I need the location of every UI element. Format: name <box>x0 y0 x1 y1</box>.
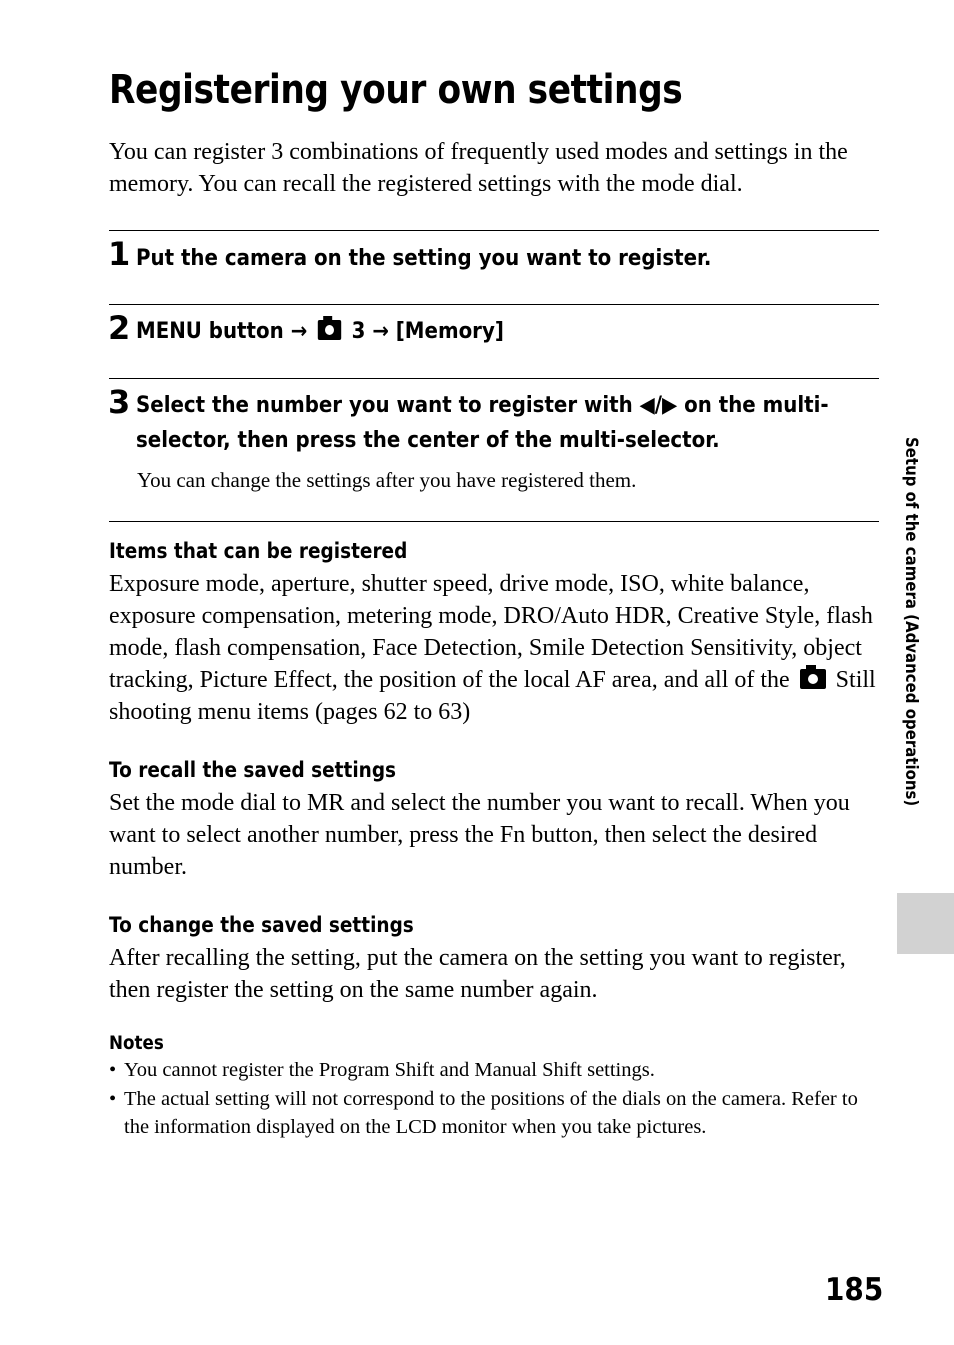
arrow-icon: → <box>372 319 389 344</box>
intro-paragraph: You can register 3 combinations of frequently used modes and settings in the memory. You can recall the registered settings with the mode dial. <box>109 139 848 197</box>
step-2-number: 2 <box>108 309 131 347</box>
note-text: The actual setting will not correspond to the positions of the dials on the camera. Refer to the information displayed on the LCD monitor when you take pictures. <box>124 1088 858 1138</box>
divider <box>109 378 879 379</box>
camera-icon <box>318 320 341 340</box>
menu-button-label: MENU button <box>136 319 284 344</box>
notes-heading: Notes <box>109 1032 164 1054</box>
note-text: You cannot register the Program Shift and Manual Shift settings. <box>124 1059 655 1081</box>
page-number: 185 <box>825 1272 884 1308</box>
menu-target: [Memory] <box>395 319 504 344</box>
divider <box>109 304 879 305</box>
section-heading-change: To change the saved settings <box>109 913 414 937</box>
camera-icon <box>800 669 826 689</box>
section-body-change: After recalling the setting, put the camera on the setting you want to register, then register the setting on the same number again. <box>109 945 846 1003</box>
menu-tab-number: 3 <box>351 319 366 344</box>
divider <box>109 521 879 522</box>
chapter-side-label <box>898 437 924 877</box>
bullet-icon: • <box>109 1088 117 1110</box>
items-text: Exposure mode, aperture, shutter speed, drive mode, ISO, white balance, exposure compensation, metering mode, DRO/Auto HDR, Creative Style, flash mode, flash compensation, Face Detection, Smile Detection Sensitivity, object tracking, Picture Effect, the position of the local AF area, and all of the <box>109 571 873 693</box>
items-text-suffix: Still shooting menu items (pages 62 to 63) <box>109 667 876 725</box>
section-body-recall: Set the mode dial to MR and select the number you want to recall. When you want to select another number, press the Fn button, then select the desired number. <box>109 790 850 880</box>
note-item <box>109 1085 869 1141</box>
step-2-text <box>136 314 504 350</box>
chapter-tab-marker <box>897 893 954 954</box>
section-heading-items: Items that can be registered <box>109 539 408 563</box>
step-1-number: 1 <box>108 235 131 273</box>
bullet-icon: • <box>109 1059 117 1081</box>
note-item <box>109 1056 869 1084</box>
step-3-text-line1: Select the number you want to register with ◀/▶ on the multi- <box>136 393 829 418</box>
step-3-number: 3 <box>108 383 131 421</box>
step-1-text: Put the camera on the setting you want to register. <box>136 246 712 271</box>
page-title: Registering your own settings <box>109 67 683 113</box>
step-3-text-line2: selector, then press the center of the multi-selector. <box>136 428 720 453</box>
arrow-icon: → <box>290 319 308 344</box>
section-body-items <box>109 568 879 728</box>
step-3-note: You can change the settings after you have registered them. <box>137 468 637 492</box>
divider <box>109 230 879 231</box>
section-heading-recall: To recall the saved settings <box>109 758 397 782</box>
chapter-label-text: Setup of the camera (Advanced operations) <box>901 437 921 807</box>
